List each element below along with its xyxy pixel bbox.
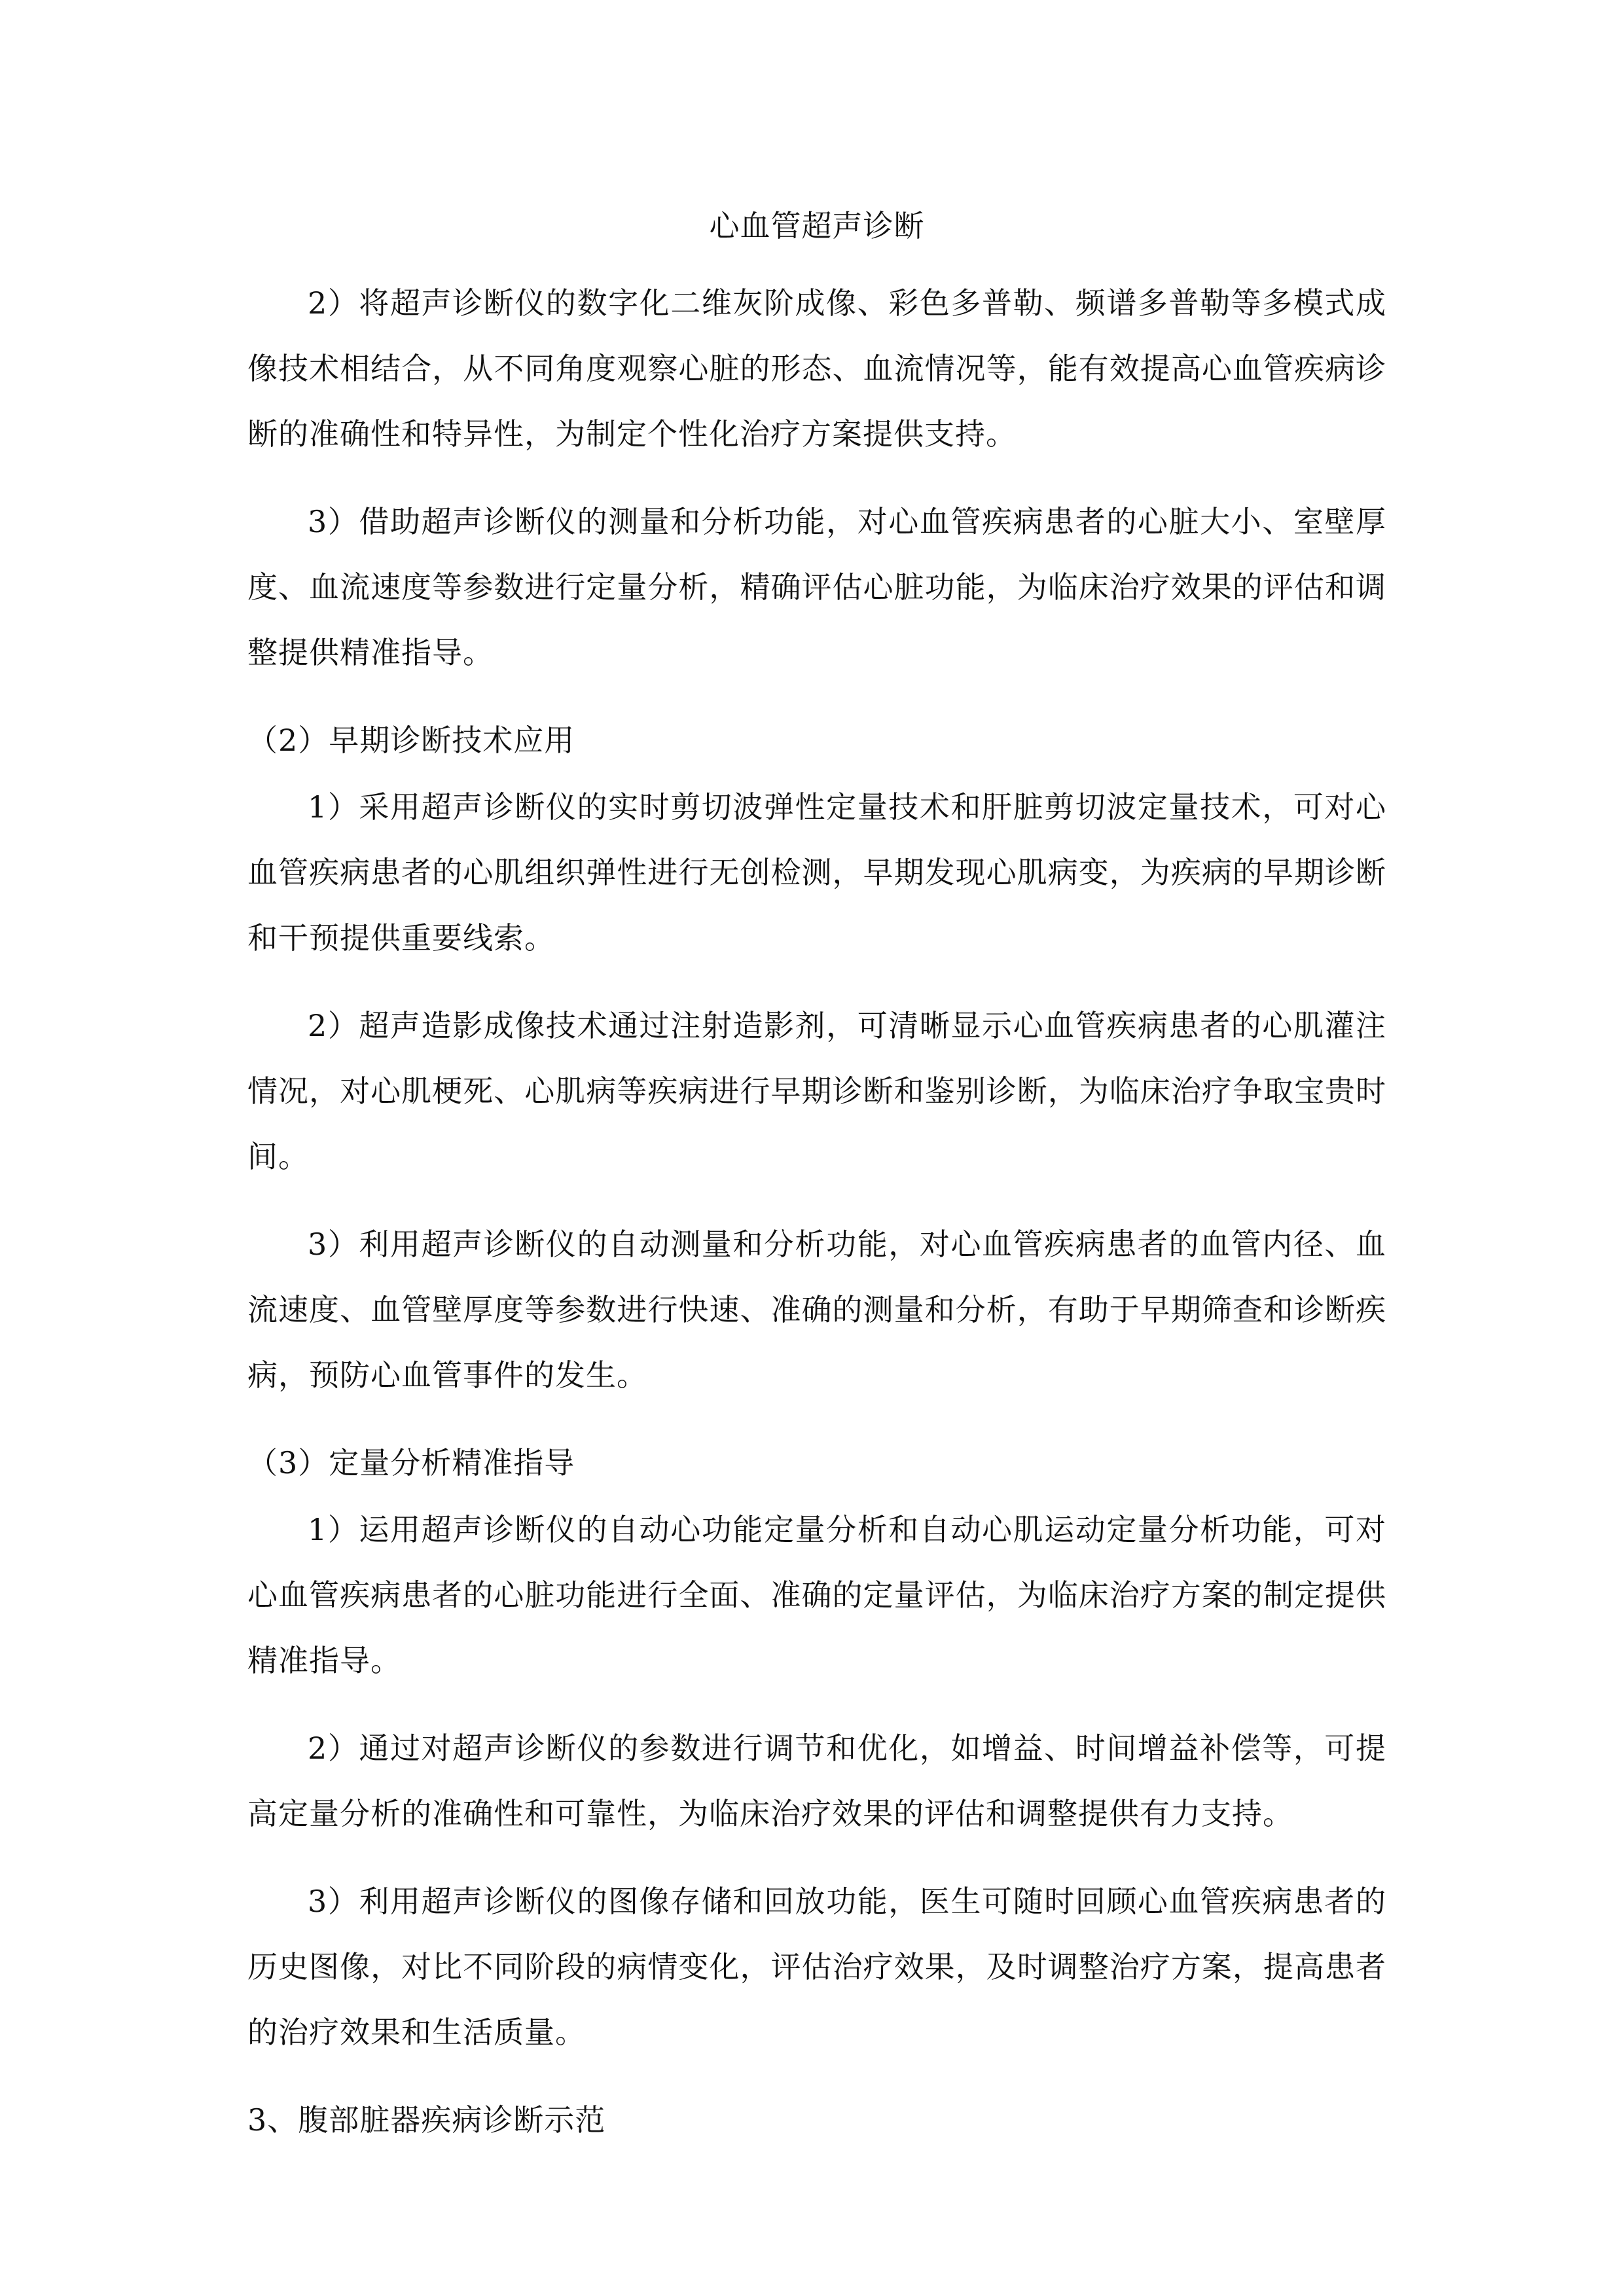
subsection-heading: （3）定量分析精准指导: [247, 1445, 575, 1480]
paragraph: 2）超声造影成像技术通过注射造影剂，可清晰显示心血管疾病患者的心肌灌注情况，对心肌梗死、心肌病等疾病进行早期诊断和鉴别诊断，为临床治疗争取宝贵时间。: [247, 1008, 1386, 1174]
paragraph: 1）运用超声诊断仪的自动心功能定量分析和自动心肌运动定量分析功能，可对心血管疾病患者的心脏功能进行全面、准确的定量评估，为临床治疗方案的制定提供精准指导。: [247, 1512, 1386, 1678]
paragraph: 3）借助超声诊断仪的测量和分析功能，对心血管疾病患者的心脏大小、室壁厚度、血流速度等参数进行定量分析，精确评估心脏功能，为临床治疗效果的评估和调整提供精准指导。: [247, 504, 1386, 670]
subsection-heading: （2）早期诊断技术应用: [247, 723, 575, 758]
paragraph: 2）将超声诊断仪的数字化二维灰阶成像、彩色多普勒、频谱多普勒等多模式成像技术相结合，从不同角度观察心脏的形态、血流情况等，能有效提高心血管疾病诊断的准确性和特异性，为制定个性化治疗方案提供支持。: [247, 285, 1386, 452]
paragraph: 3）利用超声诊断仪的自动测量和分析功能，对心血管疾病患者的血管内径、血流速度、血管壁厚度等参数进行快速、准确的测量和分析，有助于早期筛查和诊断疾病，预防心血管事件的发生。: [247, 1227, 1386, 1393]
page-title: 心血管超声诊断: [709, 208, 925, 243]
paragraph: 2）通过对超声诊断仪的参数进行调节和优化，如增益、时间增益补偿等，可提高定量分析的准确性和可靠性，为临床治疗效果的评估和调整提供有力支持。: [247, 1731, 1386, 1831]
section-heading: 3、腹部脏器疾病诊断示范: [247, 2102, 606, 2138]
paragraph: 1）采用超声诊断仪的实时剪切波弹性定量技术和肝脏剪切波定量技术，可对心血管疾病患者的心肌组织弹性进行无创检测，早期发现心肌病变，为疾病的早期诊断和干预提供重要线索。: [247, 789, 1386, 956]
paragraph: 3）利用超声诊断仪的图像存储和回放功能，医生可随时回顾心血管疾病患者的历史图像，对比不同阶段的病情变化，评估治疗效果，及时调整治疗方案，提高患者的治疗效果和生活质量。: [247, 1884, 1386, 2050]
document-page: [247, 200, 1386, 2146]
